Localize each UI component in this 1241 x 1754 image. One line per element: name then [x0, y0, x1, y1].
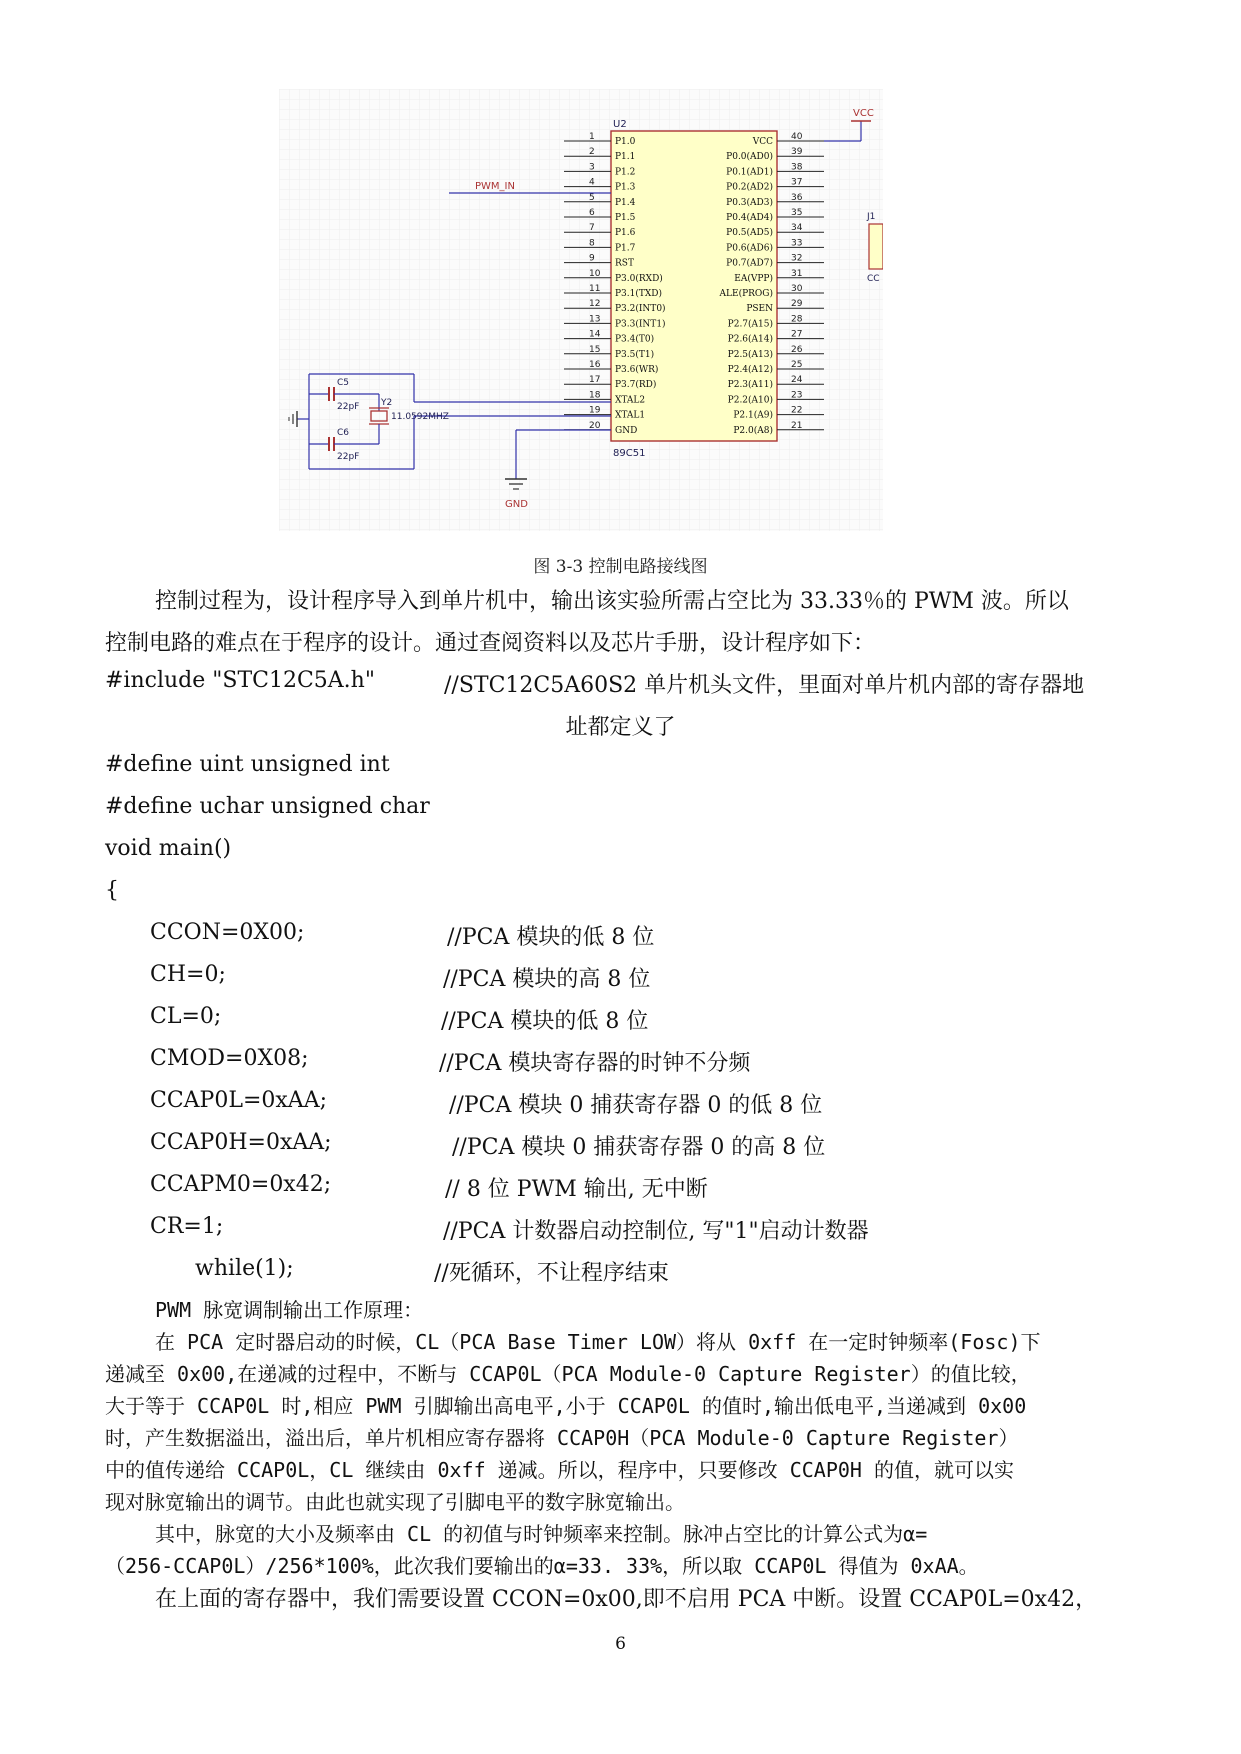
pin-name: EA(VPP) [734, 273, 773, 284]
pin-number: 14 [589, 329, 601, 340]
pin-number: 5 [589, 192, 595, 203]
pin-name: P0.2(AD2) [726, 182, 773, 193]
pin-number: 20 [589, 420, 601, 431]
pin-number: 23 [791, 390, 803, 401]
pin-number: 36 [791, 192, 803, 203]
pin-name: P2.5(A13) [727, 349, 773, 360]
pin-number: 12 [589, 299, 601, 310]
pin-number: 24 [791, 375, 803, 386]
pin-number: 25 [791, 360, 803, 370]
code-statement: CCAP0L=0xAA; [150, 1088, 327, 1113]
pin-name: P0.6(AD6) [726, 243, 773, 254]
c6-value: 22pF [337, 452, 360, 462]
pin-name: GND [615, 425, 638, 436]
pin-name: P2.0(A8) [733, 425, 773, 436]
pin-name: XTAL2 [615, 395, 646, 406]
pin-number: 40 [791, 132, 803, 142]
pin-name: P0.5(AD5) [726, 228, 773, 239]
y2-label: Y2 [381, 398, 393, 408]
pin-name: P3.4(T0) [615, 334, 655, 345]
pin-number: 35 [791, 208, 803, 218]
c6-label: C6 [337, 428, 350, 438]
pin-number: 32 [791, 253, 803, 264]
register-setup-paragraph: 在上面的寄存器中，我们需要设置 CCON=0x00,即不启用 PCA 中断。设置 CCAP0L=0x42， [155, 1587, 1098, 1612]
pin-number: 6 [589, 208, 595, 218]
schematic-svg [279, 89, 883, 531]
code-statement: CMOD=0X08; [150, 1046, 309, 1071]
duty-cycle-paragraph-line: 其中，脉宽的大小及频率由 CL 的初值与时钟频率来控制。脉冲占空比的计算公式为α= [155, 1522, 928, 1546]
comment-include: //STC12C5A60S2 单片机头文件，里面对单片机内部的寄存器地 [444, 673, 1085, 698]
principle-paragraph-line: 时，产生数据溢出，溢出后，单片机相应寄存器将 CCAP0H（PCA Module-0 Capture Register） [105, 1426, 1019, 1450]
pin-number: 17 [589, 375, 601, 386]
pin-number: 15 [589, 344, 601, 355]
pin-name: P1.1 [615, 152, 636, 163]
code-define-uint: #define uint unsigned int [105, 752, 390, 777]
code-comment: //PCA 计数器启动控制位, 写"1"启动计数器 [443, 1219, 869, 1244]
pin-name: P3.6(WR) [615, 365, 659, 375]
paragraph-intro-line-2: 控制电路的难点在于程序的设计。通过查阅资料以及芯片手册，设计程序如下： [105, 631, 876, 656]
pin-name: P3.1(TXD) [615, 289, 663, 299]
pin-number: 18 [589, 390, 601, 401]
pin-name: P0.4(AD4) [726, 213, 773, 223]
pin-name: P0.3(AD3) [726, 197, 773, 208]
code-comment: //PCA 模块的高 8 位 [443, 967, 651, 992]
pin-name: P1.6 [615, 228, 636, 239]
pin-name: P3.3(INT1) [615, 319, 666, 330]
j1-partial-label: CC [867, 274, 880, 284]
pin-number: 4 [589, 177, 595, 188]
pin-number: 9 [589, 253, 595, 264]
principle-paragraph-line: 中的值传递给 CCAP0L，CL 继续由 0xff 递减。所以，程序中，只要修改 CCAP0H 的值，就可以实 [105, 1458, 1014, 1482]
code-statement: CCAP0H=0xAA; [150, 1130, 332, 1155]
pin-number: 34 [791, 223, 803, 234]
pin-number: 22 [791, 405, 803, 416]
pin-name: P1.7 [615, 243, 636, 254]
pin-name: P2.3(A11) [727, 380, 773, 391]
pin-number: 10 [589, 268, 601, 279]
code-comment: //PCA 模块的低 8 位 [441, 1009, 649, 1034]
principle-heading: PWM 脉宽调制输出工作原理： [155, 1298, 424, 1322]
code-comment: // 8 位 PWM 输出, 无中断 [445, 1177, 708, 1202]
principle-paragraph-line: 现对脉宽输出的调节。由此也就实现了引脚电平的数字脉宽输出。 [105, 1490, 685, 1514]
pin-name: P0.7(AD7) [726, 258, 773, 269]
pin-name: P3.7(RD) [615, 380, 657, 391]
code-comment: //PCA 模块 0 捕获寄存器 0 的低 8 位 [449, 1093, 823, 1118]
pin-number: 19 [589, 405, 601, 416]
pin-name: VCC [752, 137, 773, 147]
code-statement: CR=1; [150, 1214, 224, 1239]
pin-number: 39 [791, 147, 803, 158]
pin-name: ALE(PROG) [719, 289, 773, 299]
pin-name: RST [615, 258, 634, 269]
pin-number: 37 [791, 177, 803, 188]
code-statement: CH=0; [150, 962, 226, 987]
code-define-uchar: #define uchar unsigned char [105, 794, 430, 819]
pin-number: 16 [589, 360, 601, 370]
principle-paragraph-line: 在 PCA 定时器启动的时候，CL（PCA Base Timer LOW）将从 0xff 在一定时钟频率(Fosc)下 [155, 1330, 1041, 1354]
pin-number: 26 [791, 344, 803, 355]
pin-number: 2 [589, 147, 595, 158]
chip-part: 89C51 [613, 448, 646, 459]
comment-include-continued: 址都定义了 [565, 715, 676, 740]
code-statement: CL=0; [150, 1004, 222, 1029]
pin-name: P1.3 [615, 182, 636, 193]
pin-name: P1.2 [615, 167, 636, 178]
pin-name: P1.0 [615, 137, 636, 147]
code-comment: //PCA 模块寄存器的时钟不分频 [439, 1051, 751, 1076]
pin-name: P2.7(A15) [727, 319, 773, 330]
j1-label: J1 [867, 212, 876, 222]
pin-number: 1 [589, 132, 595, 142]
pin-name: P2.1(A9) [733, 410, 773, 421]
pin-number: 13 [589, 314, 601, 325]
pin-number: 31 [791, 268, 803, 279]
pin-name: P3.5(T1) [615, 349, 655, 360]
figure-caption: 图 3-3 控制电路接线图 [533, 557, 708, 577]
code-comment: //PCA 模块的低 8 位 [447, 925, 655, 950]
pin-name: P3.0(RXD) [615, 273, 663, 284]
code-statement: CCAPM0=0x42; [150, 1172, 332, 1197]
pin-name: P2.2(A10) [727, 395, 773, 406]
pin-number: 30 [791, 284, 803, 294]
pin-name: XTAL1 [615, 410, 646, 421]
duty-cycle-paragraph-line: （256-CCAP0L）/256*100%，此次我们要输出的α=33. 33%，所以取 CCAP0L 得值为 0xAA。 [105, 1554, 979, 1578]
code-while-loop: while(1); [195, 1256, 294, 1281]
principle-paragraph-line: 大于等于 CCAP0L 时,相应 PWM 引脚输出高电平,小于 CCAP0L 的值时,输出低电平,当递减到 0x00 [105, 1394, 1027, 1418]
comment-while-loop: //死循环，不让程序结束 [434, 1261, 669, 1286]
code-include: #include "STC12C5A.h" [105, 668, 375, 693]
code-comment: //PCA 模块 0 捕获寄存器 0 的高 8 位 [452, 1135, 826, 1160]
code-main-signature: void main() [105, 836, 232, 861]
chip-ref: U2 [613, 119, 627, 130]
paragraph-intro-line-1: 控制过程为，设计程序导入到单片机中，输出该实验所需占空比为 33.33％的 PWM 波。所以 [155, 589, 1069, 614]
circuit-schematic-figure [279, 89, 883, 531]
pin-number: 7 [589, 223, 595, 234]
code-open-brace: { [105, 878, 119, 903]
pin-number: 27 [791, 329, 803, 340]
pin-number: 8 [589, 238, 595, 249]
pin-number: 3 [589, 162, 595, 173]
pin-name: P0.1(AD1) [726, 167, 773, 178]
pin-name: P1.5 [615, 213, 636, 223]
net-label-pwm-in: PWM_IN [475, 181, 515, 192]
c5-label: C5 [337, 378, 350, 388]
page-number: 6 [615, 1634, 626, 1654]
pin-number: 38 [791, 162, 803, 173]
pin-number: 11 [589, 284, 601, 294]
vcc-label: VCC [853, 108, 874, 119]
pin-number: 29 [791, 299, 803, 310]
code-statement: CCON=0X00; [150, 920, 305, 945]
pin-name: P3.2(INT0) [615, 304, 666, 315]
pin-name: P2.4(A12) [727, 365, 773, 375]
pin-number: 33 [791, 238, 803, 249]
principle-paragraph-line: 递减至 0x00,在递减的过程中，不断与 CCAP0L（PCA Module-0 Capture Register）的值比较， [105, 1362, 1031, 1386]
pin-number: 28 [791, 314, 803, 325]
pin-number: 21 [791, 420, 803, 431]
pin-name: PSEN [746, 304, 773, 315]
j1-connector [869, 224, 883, 269]
pin-name: P0.0(AD0) [726, 152, 773, 163]
y2-value: 11.0592MHZ [391, 412, 449, 422]
pin-name: P1.4 [615, 197, 636, 208]
c5-value: 22pF [337, 402, 360, 412]
pin-name: P2.6(A14) [727, 334, 773, 345]
gnd-label: GND [505, 499, 528, 510]
